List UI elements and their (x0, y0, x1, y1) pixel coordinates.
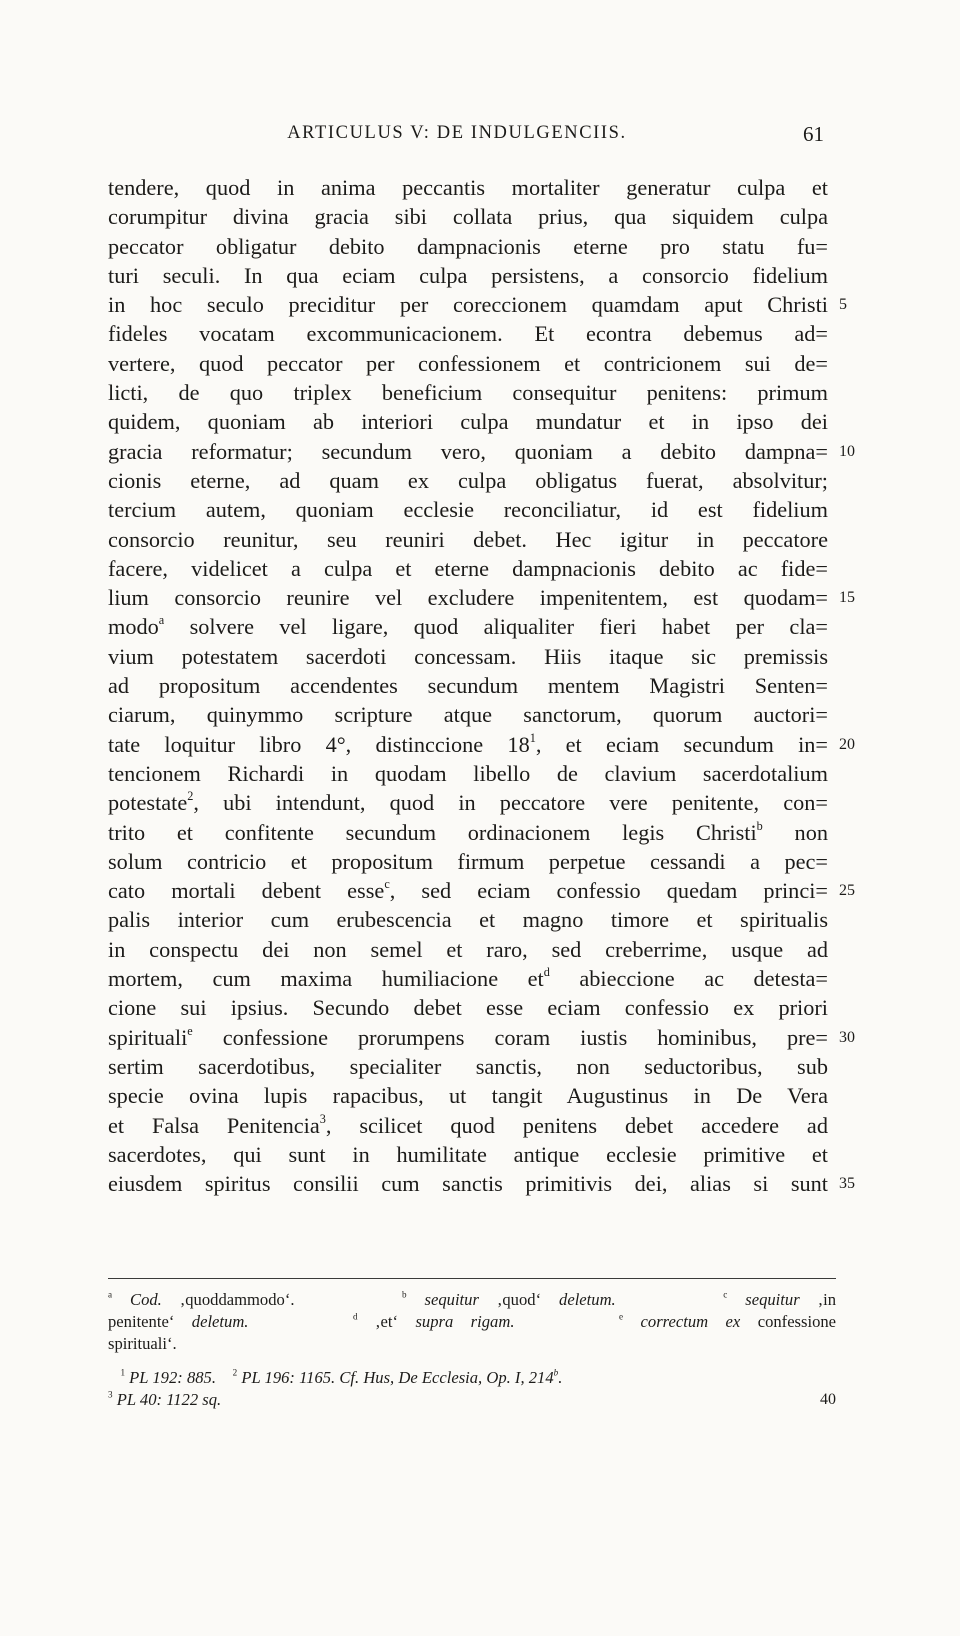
text-line (108, 1140, 828, 1169)
running-title: ARTICULUS V: DE INDULGENCIIS. (287, 123, 627, 143)
text-line-content: tercium autem, quoniam ecclesie reconciliatur, id est fidelium (108, 497, 828, 523)
text-line-content: tencionem Richardi in quodam libello de clavium sacerdotalium (108, 760, 828, 786)
text-line (108, 173, 828, 202)
text-line-content: quidem, quoniam ab interiori culpa mundatur et in ipso dei (108, 409, 828, 435)
text-line-content: modo$^a$ solvere vel ligare, quod aliqualiter fieri habet per cla= (108, 613, 828, 640)
text-line-content: eiusdem spiritus consilii cum sanctis primitivis dei, alias si sunt (108, 1171, 828, 1197)
text-line-content: gracia reformatur; secundum vero, quoniam a debito dampna= (108, 438, 828, 464)
text-line-content: specie ovina lupis rapacibus, ut tangit Augustinus in De Vera (108, 1083, 828, 1109)
text-line-content: sertim sacerdotibus, specialiter sanctis, non seductoribus, sub (108, 1053, 828, 1079)
text-line (108, 1111, 828, 1140)
text-line (108, 437, 855, 466)
line-number: 40 (820, 1391, 836, 1408)
text-line (108, 642, 828, 671)
footnote-separator-rule (108, 1278, 836, 1279)
line-number: 10 (839, 442, 855, 460)
text-line (108, 730, 855, 759)
text-line-content: facere, videlicet a culpa et eterne dampnacionis debito ac fide= (108, 555, 828, 581)
text-line (108, 876, 855, 905)
text-line (108, 261, 828, 290)
main-text-block (108, 173, 855, 1198)
text-line (108, 818, 828, 847)
text-line-content: fideles vocatam excommunicacionem. Et econtra debemus ad= (108, 321, 828, 347)
text-line-content: vertere, quod peccator per confessionem et contricionem sui de= (108, 350, 828, 376)
text-line (108, 1081, 828, 1110)
text-line (108, 525, 828, 554)
text-line-content: corumpitur divina gracia sibi collata prius, qua siquidem culpa (108, 204, 828, 230)
text-line-content: tendere, quod in anima peccantis mortaliter generatur culpa et (108, 175, 828, 200)
text-line (108, 1023, 855, 1052)
text-line (108, 1169, 855, 1198)
line-number: 25 (839, 882, 855, 900)
footnotes (108, 1289, 836, 1411)
critical-note-line: $^a$ Cod. ‚quoddammodo‘. $^b$ sequitur ‚quod‘ deletum. $^c$ sequitur ‚in (108, 1289, 837, 1309)
text-line-content: solum contricio et propositum firmum perpetue cessandi a pec= (108, 848, 828, 874)
text-line (108, 935, 828, 964)
text-line-content: lium consorcio reunire vel excludere impenitentem, est quodam= (108, 585, 828, 611)
line-number: 15 (839, 589, 855, 607)
page-number: 61 (803, 122, 824, 146)
text-line (108, 700, 828, 729)
text-line-content: cione sui ipsius. Secundo debet esse eciam confessio ex priori (108, 995, 828, 1021)
text-line-content: sacerdotes, qui sunt in humilitate antique ecclesie primitive et (108, 1141, 828, 1167)
critical-note-line: penitente‘ deletum. $^d$ ‚et‘ supra rigam. $^e$ correctum ex confessione (108, 1311, 837, 1331)
text-line (108, 349, 828, 378)
text-line-content: ciarum, quinymmo scripture atque sanctorum, quorum auctori= (108, 702, 828, 728)
critical-note-line: spirituali‘. (108, 1334, 177, 1353)
running-header (106, 123, 828, 163)
text-line-content: in conspectu dei non semel et raro, sed creberrime, usque ad (108, 936, 828, 962)
line-number: 20 (839, 735, 855, 753)
text-line (108, 788, 828, 817)
text-line-content: trito et confitente secundum ordinacionem legis Christi$^b$ non (108, 818, 828, 845)
text-line-content: vium potestatem sacerdoti concessam. Hiis itaque sic premissis (108, 643, 828, 669)
text-line-content: ad propositum accendentes secundum mentem Magistri Senten= (108, 673, 828, 699)
text-line (108, 202, 828, 231)
text-line (108, 847, 828, 876)
text-line (108, 671, 828, 700)
text-line (108, 495, 828, 524)
text-line (108, 290, 847, 319)
text-line (108, 583, 855, 612)
source-note-text: $^3$ PL 40: 1122 sq. (108, 1389, 222, 1409)
text-line-content: peccator obligatur debito dampnacionis eterne pro statu fu= (108, 233, 828, 259)
source-note-line: $^1$ PL 192: 885. $^2$ PL 196: 1165. Cf. Hus, De Ecclesia, Op. I, 214$^b$. (120, 1367, 563, 1387)
text-line-content: palis interior cum erubescencia et magno timore et spiritualis (108, 907, 828, 933)
text-line (108, 554, 828, 583)
line-number: 5 (839, 296, 847, 314)
text-line-content: cionis eterne, ad quam ex culpa obligatus fuerat, absolvitur; (108, 467, 828, 493)
text-line (108, 993, 828, 1022)
source-note-line (108, 1389, 836, 1411)
text-line-content: mortem, cum maxima humiliacione $et^d$ abieccione ac detesta= (108, 965, 828, 992)
text-line (108, 612, 828, 641)
text-line-content: in hoc seculo preciditur per coreccionem quamdam aput Christi (108, 292, 828, 318)
line-number: 30 (839, 1028, 855, 1046)
text-line (108, 319, 828, 348)
text-line-content: licti, de quo triplex beneficium consequitur penitens: primum (108, 380, 828, 406)
text-line (108, 466, 828, 495)
text-line (108, 378, 828, 407)
text-line (108, 407, 828, 436)
text-line (108, 759, 828, 788)
text-line-content: consorcio reunitur, seu reuniri debet. Hec igitur in peccatore (108, 526, 828, 552)
text-line-content: cato mortali debent esse$^c$, sed eciam confessio quedam princi= (108, 877, 828, 904)
line-number: 35 (839, 1175, 855, 1193)
text-line-content: tate loquitur libro 4°, distinccione $18^1$, et eciam secundum in= (108, 730, 828, 757)
text-line (108, 964, 828, 993)
text-line (108, 1052, 828, 1081)
text-line (108, 232, 828, 261)
text-line-content: spirituali$^e$ confessione prorumpens coram iustis hominibus, pre= (108, 1023, 828, 1050)
text-line-content: et Falsa Penitencia$^3$, scilicet quod penitens debet accedere ad (108, 1111, 828, 1138)
text-line (108, 905, 828, 934)
text-line-content: turi seculi. In qua eciam culpa persistens, a consorcio fidelium (108, 262, 828, 288)
text-line-content: potestate$^2$, ubi intendunt, quod in peccatore vere penitente, con= (108, 789, 828, 816)
